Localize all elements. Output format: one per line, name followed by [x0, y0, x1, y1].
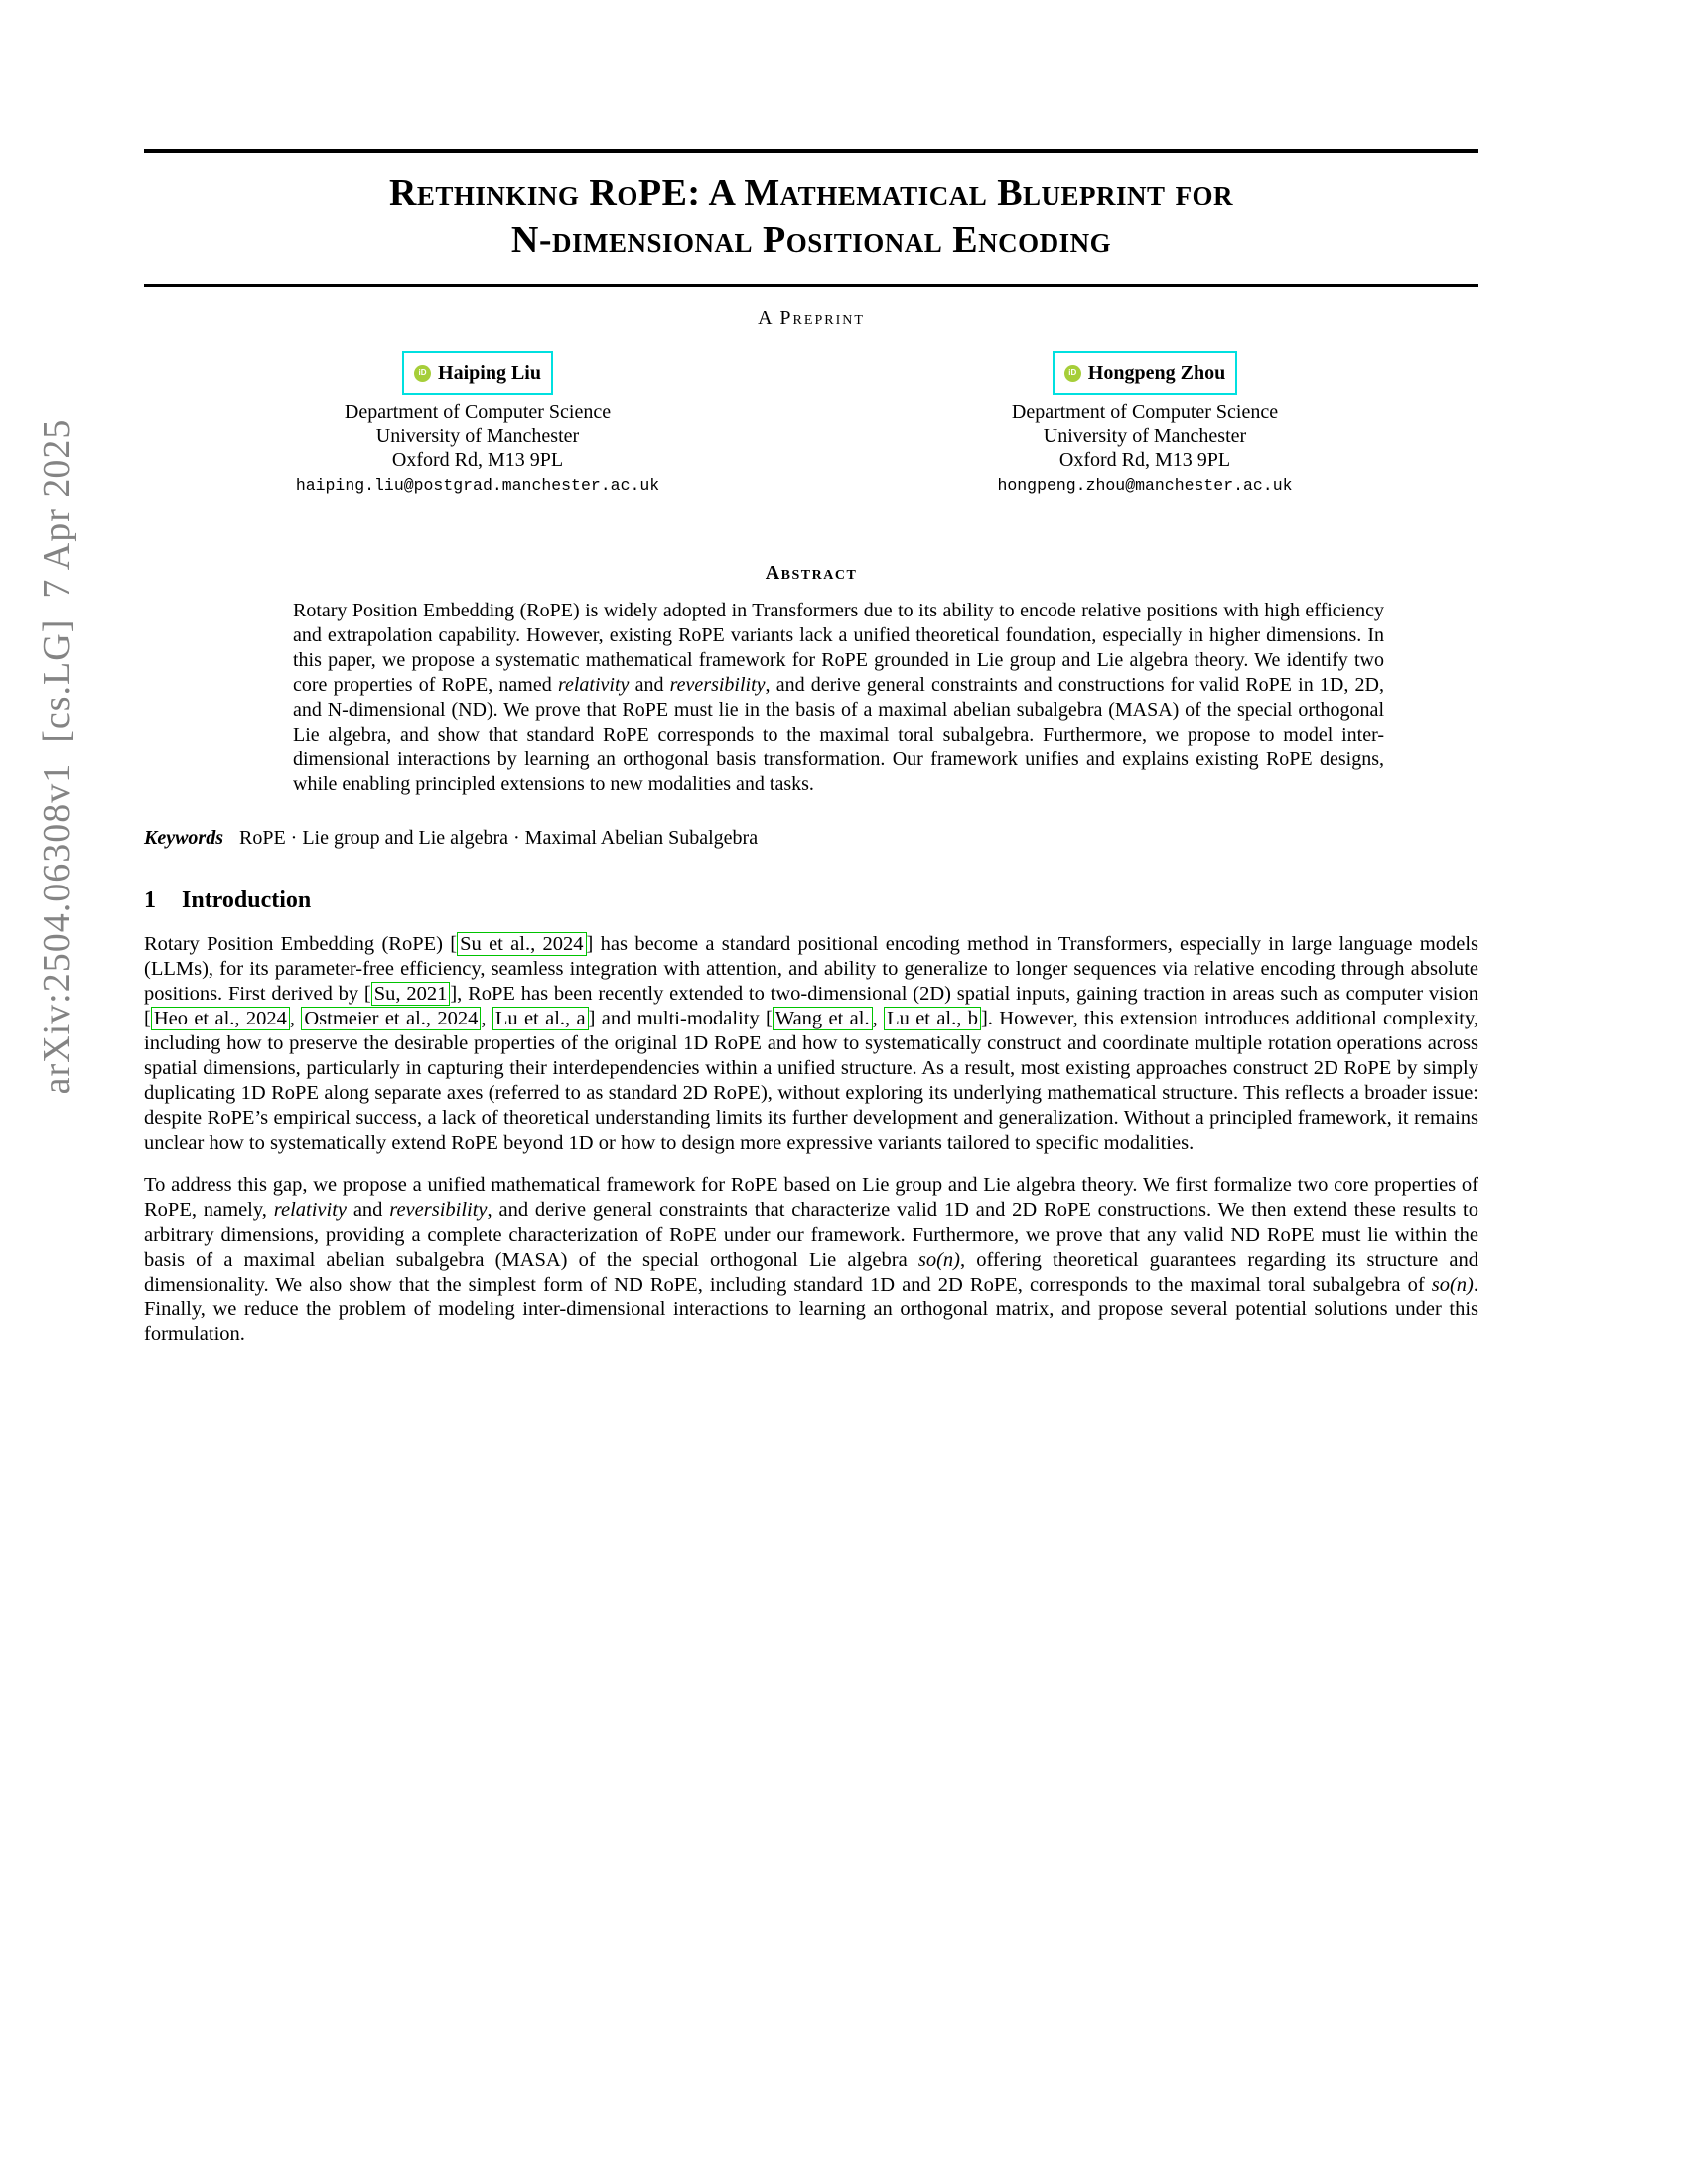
author-address: Oxford Rd, M13 9PL — [391, 449, 564, 471]
citation-link[interactable]: Lu et al., a — [492, 1007, 589, 1030]
inline-math: so(n) — [1431, 1274, 1474, 1296]
text-run: . Finally, we reduce the problem of modeling inter-dimensional interactions to learning an orthogonal matrix, and propose several potential solutions under this formulation. — [144, 1274, 1478, 1345]
author-university: University of Manchester — [1043, 425, 1247, 447]
text-run: , offering theoretical guarantees regarding its structure and dimensionality. We also show that the simplest form of ND RoPE, including standard 1D and 2D RoPE, corresponds to the maximal toral subalgebra of — [144, 1249, 1478, 1296]
author-name: Haiping Liu — [438, 362, 541, 384]
citation-link[interactable]: Lu et al., b — [884, 1007, 981, 1030]
paper-content — [144, 0, 1478, 1347]
text-run: , — [481, 1008, 492, 1029]
arxiv-watermark: arXiv:2504.06308v1 [cs.LG] 7 Apr 2025 — [36, 418, 77, 1095]
title-line-2: N-dimensional Positional Encoding — [510, 219, 1112, 261]
author-department: Department of Computer Science — [1011, 401, 1279, 423]
section-1-heading — [144, 887, 1478, 914]
author-university: University of Manchester — [375, 425, 580, 447]
title-rule-bottom — [144, 284, 1478, 287]
section-title: Introduction — [182, 887, 312, 913]
text-run: and — [629, 674, 670, 696]
paper-title — [144, 169, 1478, 264]
author-name: Hongpeng Zhou — [1087, 362, 1226, 384]
abstract-heading: Abstract — [765, 562, 858, 584]
orcid-icon[interactable] — [1064, 365, 1081, 382]
text-run: ]. However, this extension introduces additional complexity, including how to preserve the desirable properties of the original 1D RoPE and how to systematically construct and coordinate multiple rotation operations across spatial dimensions, particularly in capturing their interdependencies within a unified structure. As a result, most existing approaches construct 2D RoPE by simply duplicating 1D RoPE along separate axes (referred to as standard 2D RoPE), without exploring its underlying mathematical structure. This reflects a broader issue: despite RoPE’s empirical success, a lack of theoretical understanding limits its further development and generalization. Without a principled framework, it remains unclear how to systematically extend RoPE beyond 1D or how to design more expressive variants tailored to specific modalities. — [144, 1008, 1479, 1154]
emphasis-text: reversibility — [669, 674, 766, 696]
text-run: Rotary Position Embedding (RoPE) [ — [144, 933, 458, 955]
text-run: ] and multi-modality [ — [588, 1008, 773, 1029]
keywords-label: Keywords — [144, 827, 223, 849]
text-run: , — [289, 1008, 302, 1029]
emphasis-text: reversibility — [389, 1199, 488, 1221]
citation-link[interactable]: Wang et al. — [773, 1007, 873, 1030]
emphasis-text: relativity — [273, 1199, 347, 1221]
author-department: Department of Computer Science — [344, 401, 612, 423]
citation-link[interactable]: Su, 2021 — [371, 982, 451, 1006]
author-email-link[interactable]: haiping.liu@postgrad.manchester.ac.uk — [295, 477, 660, 495]
author-card-1 — [144, 351, 811, 498]
author-card-2 — [811, 351, 1478, 498]
inline-math: so(n) — [917, 1249, 960, 1271]
orcid-icon[interactable] — [414, 365, 431, 382]
citation-link[interactable]: Su et al., 2024 — [457, 932, 586, 956]
title-rule-top — [144, 149, 1478, 153]
text-run: ] has become a standard positional encoding method in Transformers, especially in large language models (LLMs), for its parameter-free efficiency, seamless integration with attention, and ability to generalize to longer sequences via relative encoding through absolute positions. First derived by [ — [144, 933, 1478, 1005]
preprint-label: A Preprint — [758, 307, 865, 329]
text-run: , — [872, 1008, 885, 1029]
text-run: ], RoPE has been recently extended to two-dimensional (2D) spatial inputs, gaining traction in areas such as computer vision [ — [144, 983, 1479, 1029]
intro-paragraph-1 — [144, 932, 1478, 1156]
text-run: To address this gap, we propose a unified mathematical framework for RoPE based on Lie group and Lie algebra theory. We first formalize two core properties of RoPE, namely, — [144, 1174, 1478, 1221]
author-email-link[interactable]: hongpeng.zhou@manchester.ac.uk — [997, 477, 1293, 495]
author-2-orcid-link[interactable] — [1053, 351, 1237, 395]
section-number: 1 — [144, 887, 156, 913]
emphasis-text: relativity — [557, 674, 630, 696]
authors-row — [144, 351, 1478, 498]
citation-link[interactable]: Ostmeier et al., 2024 — [301, 1007, 481, 1030]
abstract-text — [144, 599, 1478, 797]
author-1-orcid-link[interactable] — [402, 351, 553, 395]
text-run: , and derive general constraints and constructions for valid RoPE in 1D, 2D, and N-dimensional (ND). We prove that RoPE must lie in the basis of a maximal abelian subalgebra (MASA) of the special orthogonal Lie algebra, and show that standard RoPE corresponds to the maximal toral subalgebra. Furthermore, we propose to model inter-dimensional interactions by learning an orthogonal basis transformation. Our framework unifies and explains existing RoPE designs, while enabling principled extensions to new modalities and tasks. — [293, 674, 1384, 795]
author-address: Oxford Rd, M13 9PL — [1058, 449, 1231, 471]
keywords-line — [144, 827, 1478, 850]
intro-paragraph-2 — [144, 1173, 1478, 1347]
text-run: and — [347, 1199, 390, 1221]
keywords-list: RoPE · Lie group and Lie algebra · Maximal Abelian Subalgebra — [239, 827, 759, 849]
citation-link[interactable]: Heo et al., 2024 — [151, 1007, 290, 1030]
text-run: Rotary Position Embedding (RoPE) is widely adopted in Transformers due to its ability to encode relative positions with high efficiency and extrapolation capability. However, existing RoPE variants lack a unified theoretical foundation, especially in higher dimensions. In this paper, we propose a systematic mathematical framework for RoPE grounded in Lie group and Lie algebra theory. We identify two core properties of RoPE, named — [293, 600, 1384, 696]
title-line-1: Rethinking RoPE: A Mathematical Blueprint for — [388, 172, 1234, 213]
text-run: , and derive general constraints that characterize valid 1D and 2D RoPE constructions. We then extend these results to arbitrary dimensions, providing a complete characterization of RoPE under our framework. Furthermore, we prove that any valid ND RoPE must lie within the basis of a maximal abelian subalgebra (MASA) of the special orthogonal Lie algebra — [144, 1199, 1478, 1271]
